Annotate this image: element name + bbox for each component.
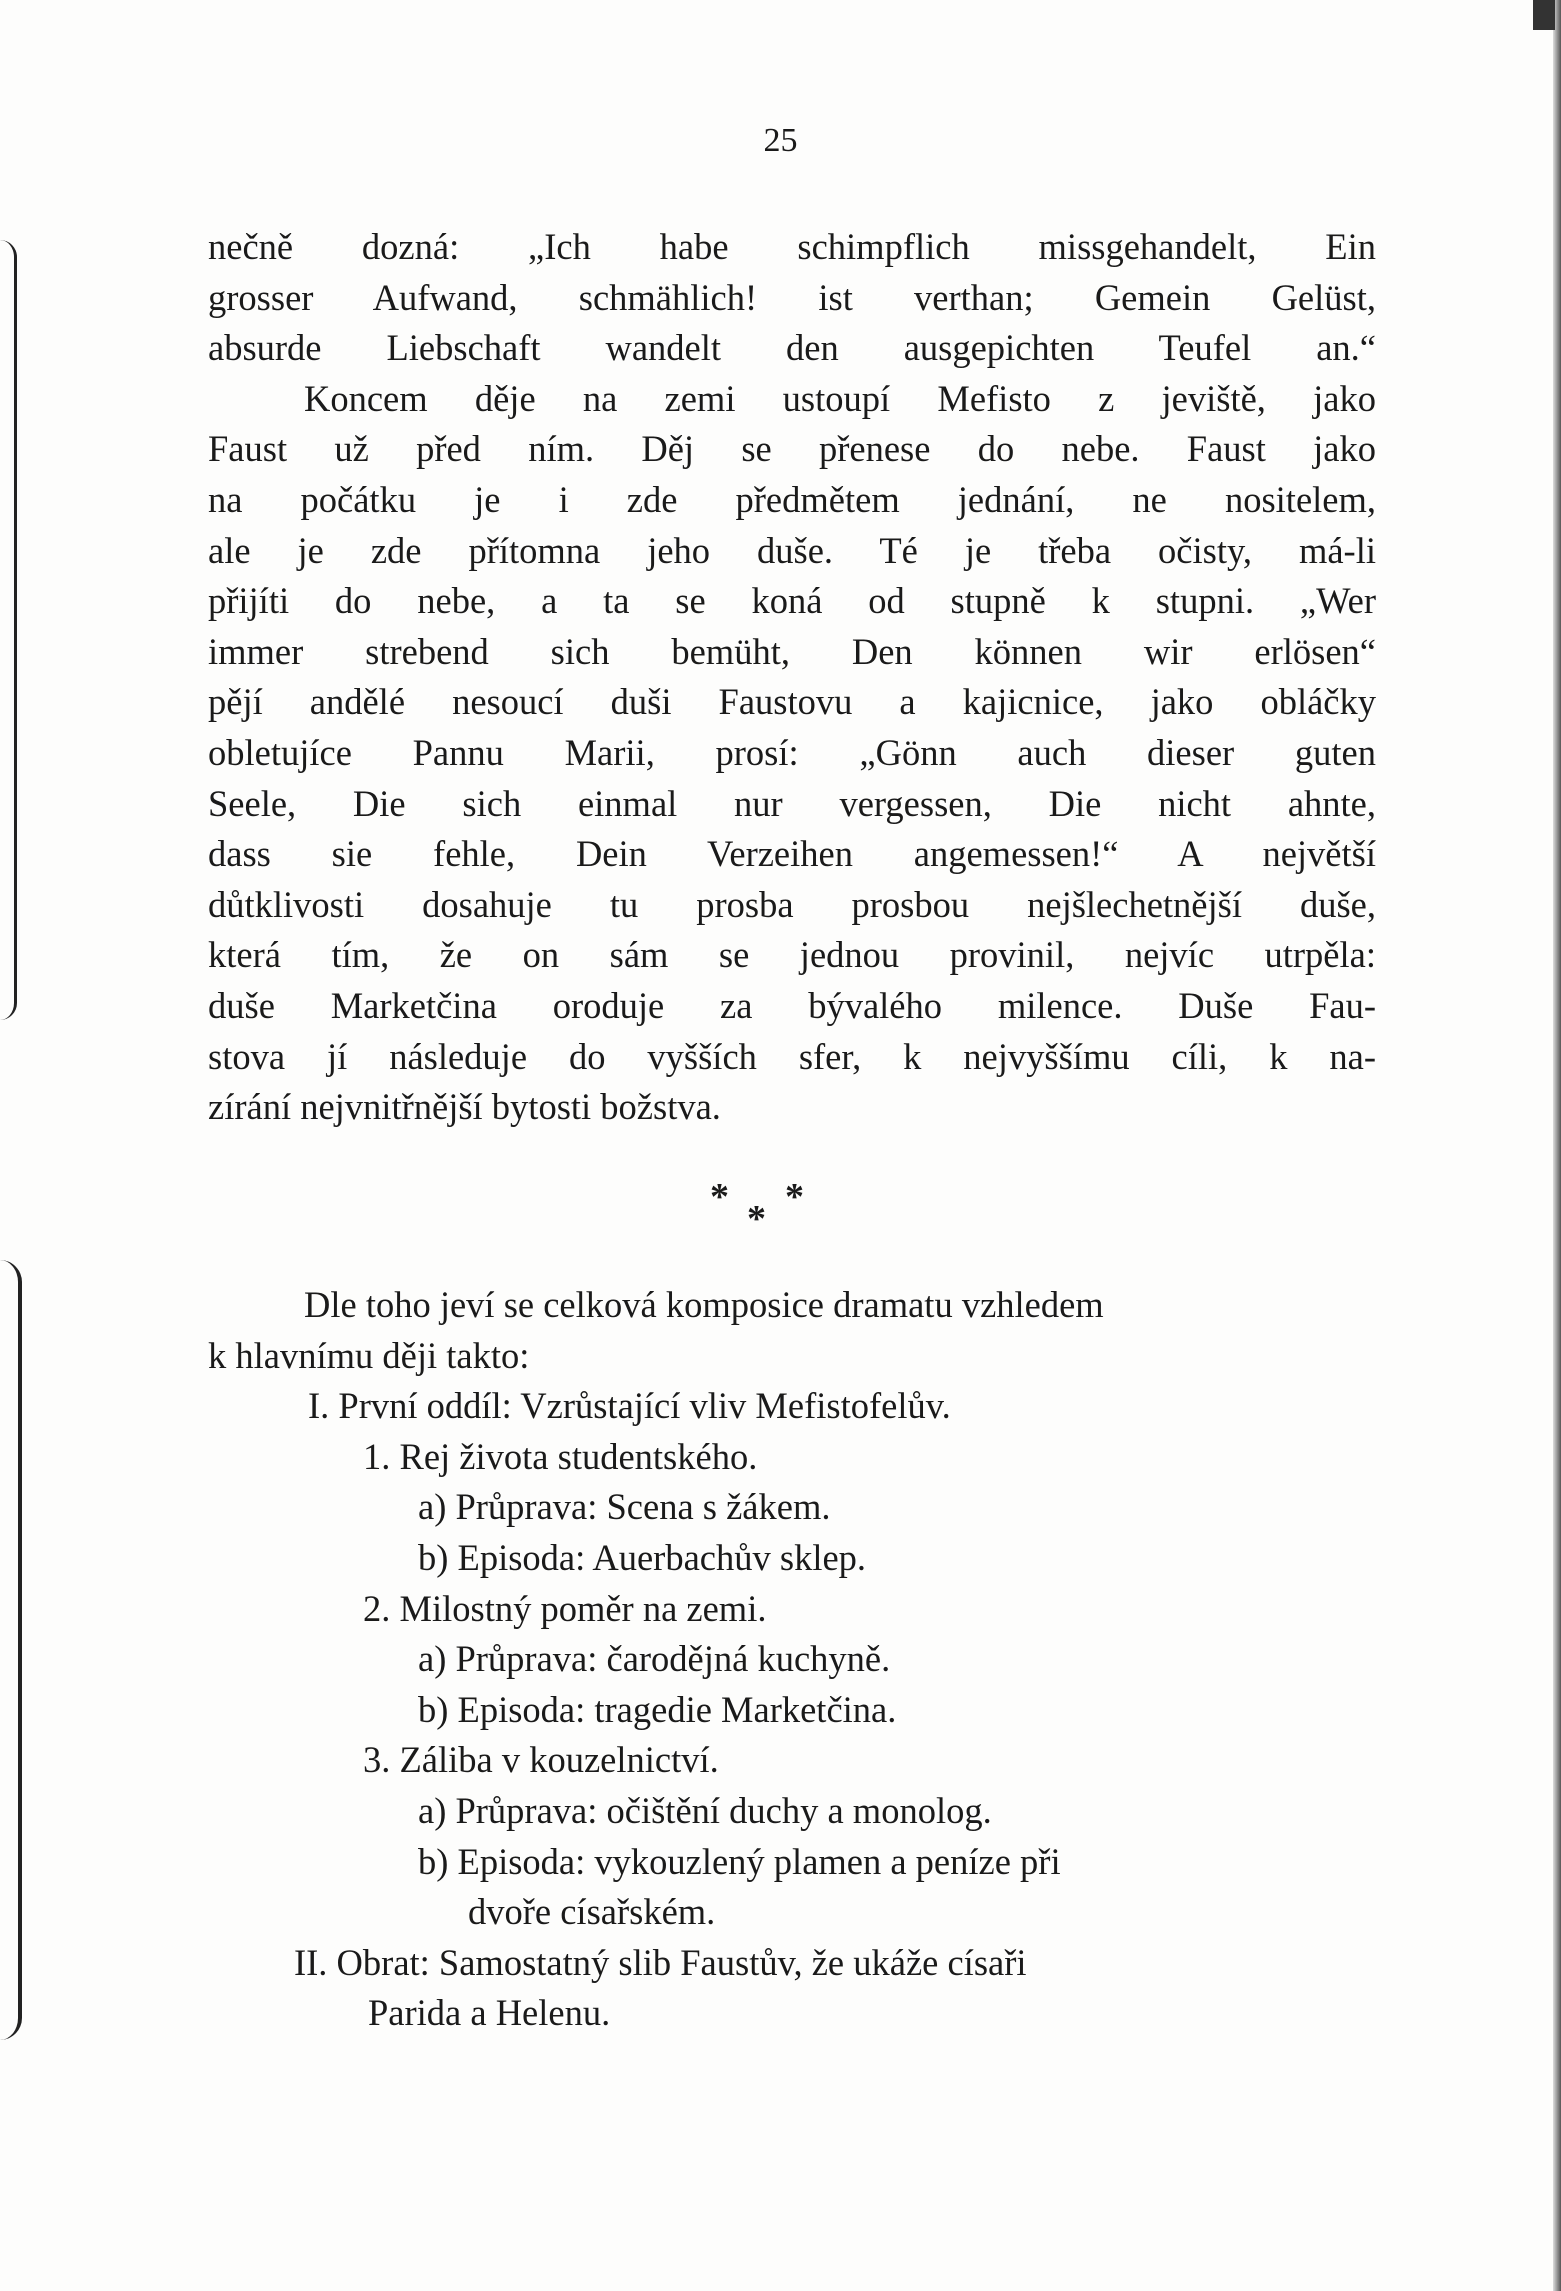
text-line: zírání nejvnitřnější bytosti božstva. <box>208 1086 721 1128</box>
text-line: obletujíce Pannu Marii, prosí: „Gönn auch dieser guten <box>208 731 1376 773</box>
asterisk: * <box>785 1176 804 1218</box>
text-line: immer strebend sich bemüht, Den können wir erlösen“ <box>208 630 1376 672</box>
page-number: 25 <box>763 122 798 159</box>
outline-item: a) Průprava: očištění duchy a monolog. <box>418 1789 992 1831</box>
text-line: nečně dozná: „Ich habe schimpflich missgehandelt, Ein <box>208 226 1376 267</box>
outline-item: 1. Rej života studentského. <box>363 1435 758 1477</box>
outline-item: a) Průprava: čarodějná kuchyně. <box>418 1638 891 1680</box>
text-line: přijíti do nebe, a ta se koná od stupně k stupni. „Wer <box>208 580 1376 622</box>
text-line: stova jí následuje do vyšších sfer, k nejvyššímu cíli, k na- <box>208 1035 1376 1077</box>
text-line: Koncem děje na zemi ustoupí Mefisto z jeviště, jako <box>304 377 1376 419</box>
outline-item: dvoře císařském. <box>468 1891 716 1933</box>
outline-item: 2. Milostný poměr na zemi. <box>363 1587 767 1629</box>
binding-shadow <box>0 240 17 1020</box>
scan-edge-mark <box>1533 0 1555 30</box>
text-line: absurde Liebschaft wandelt den ausgepichten Teufel an.“ <box>208 327 1376 369</box>
asterism-divider <box>700 1175 880 1245</box>
intro-line: k hlavnímu ději takto: <box>208 1334 530 1376</box>
text-line: grosser Aufwand, schmählich! ist verthan; Gemein Gelüst, <box>208 276 1376 318</box>
text-line: Faust už před ním. Děj se přenese do nebe. Faust jako <box>208 428 1376 470</box>
outline-item: II. Obrat: Samostatný slib Faustův, že ukáže císaři <box>294 1941 1027 1983</box>
text-line: na počátku je i zde předmětem jednání, ne nositelem, <box>208 478 1376 520</box>
binding-shadow-lower <box>0 1260 22 2040</box>
asterisk: * <box>710 1176 729 1218</box>
composition-outline <box>208 1280 1376 2039</box>
text-line: duše Marketčina oroduje za bývalého milence. Duše Fau- <box>208 984 1376 1026</box>
outline-item: 3. Záliba v kouzelnictví. <box>363 1739 719 1781</box>
outline-item: b) Episoda: Auerbachův sklep. <box>418 1536 867 1578</box>
outline-item: a) Průprava: Scena s žákem. <box>418 1486 831 1528</box>
text-line: která tím, že on sám se jednou provinil, nejvíc utrpěla: <box>208 934 1376 976</box>
outline-item: Parida a Helenu. <box>368 1992 611 2034</box>
outline-item: b) Episoda: vykouzlený plamen a peníze při <box>418 1840 1061 1882</box>
text-line: dass sie fehle, Dein Verzeihen angemessen!“ A největší <box>208 833 1376 875</box>
outline-item: b) Episoda: tragedie Marketčina. <box>418 1688 897 1730</box>
asterisk: * <box>747 1198 766 1240</box>
outline-item: I. První oddíl: Vzrůstající vliv Mefistofelův. <box>308 1385 951 1427</box>
text-line: důtklivosti dosahuje tu prosba prosbou nejšlechetnější duše, <box>208 883 1376 925</box>
page-edge <box>1553 0 1561 2291</box>
text-line: pějí andělé nesoucí duši Faustovu a kajicnice, jako obláčky <box>208 681 1376 723</box>
text-line: ale je zde přítomna jeho duše. Té je třeba očisty, má-li <box>208 529 1376 571</box>
text-line: Seele, Die sich einmal nur vergessen, Die nicht ahnte, <box>208 782 1376 824</box>
intro-line: Dle toho jeví se celková komposice dramatu vzhledem <box>304 1284 1104 1325</box>
body-paragraph <box>208 222 1376 1133</box>
